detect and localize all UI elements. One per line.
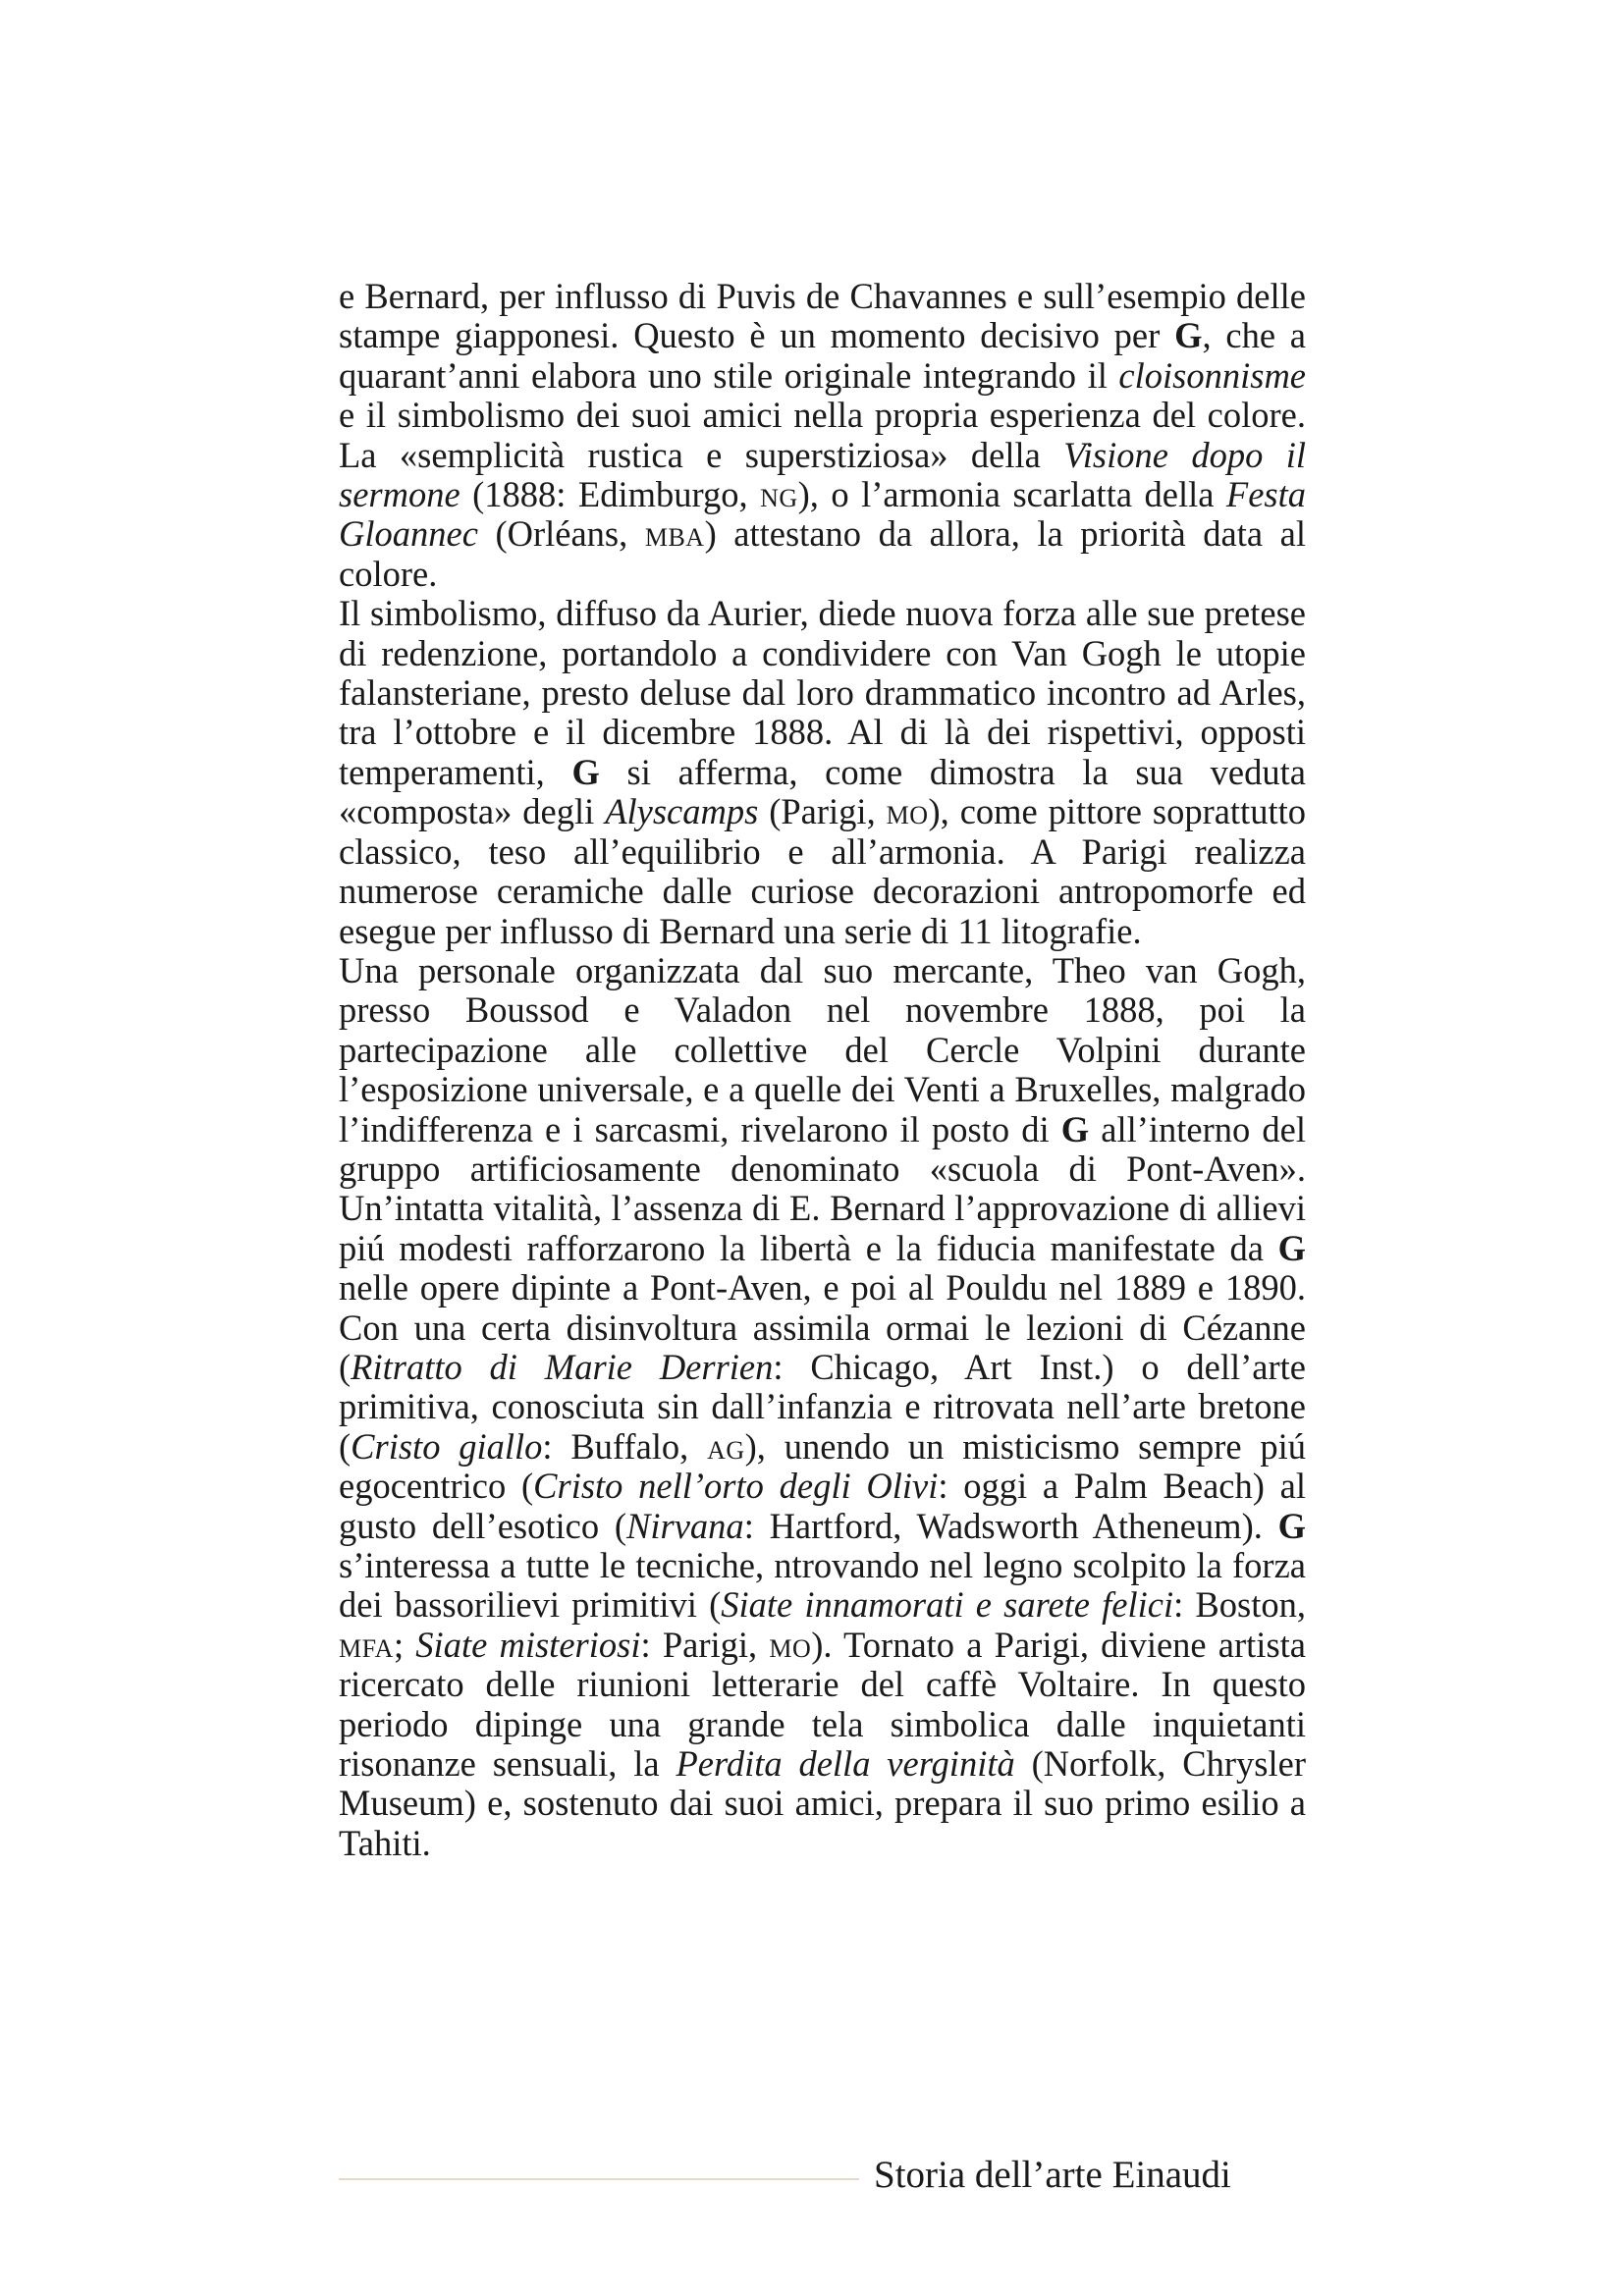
text-run: G [1277,1505,1306,1546]
text-run: : oggi a Palm Beach) al gusto dell’esotico ( [339,1466,1306,1546]
text-run: e Bernard, per influsso di Puvis de Chavannes e sull’esempio delle stampe giapponesi. Questo è un momento decisivo per [339,276,1306,356]
text-run: Ritratto di Marie Derrien [351,1346,774,1387]
text-run: Festa Gloannec [339,474,1306,555]
page-body [339,277,1306,1863]
text-run: (1888: Edimburgo, [460,474,761,515]
text-run: si afferma, come dimostra la sua veduta «composta» degli [339,751,1306,832]
paragraph-1 [339,277,1306,594]
text-run: Cristo nell’orto degli Olivi [533,1466,939,1507]
paragraph-2 [339,594,1306,951]
footer-divider [339,2178,859,2180]
text-run: e il simbolismo dei suoi amici nella propria esperienza del colore. La «semplicità rustica e superstiziosa» della [339,395,1306,475]
text-run: ), unendo un misticismo sempre piú egocentrico ( [339,1425,1307,1507]
text-run: Cristo giallo [351,1425,543,1467]
text-run: G [1060,1108,1090,1149]
footer-publication-title: Storia dell’arte Einaudi [874,2154,1231,2196]
text-run: ng [760,474,798,515]
text-run: ag [707,1425,745,1467]
text-run: G [571,751,600,792]
text-run: Il simbolismo, diffuso da Aurier, diede nuova forza alle sue pretese di redenzione, portandolo a condividere con Van Gogh le utopie falansteriane, presto deluse dal loro drammatico incontro ad Arles, tra l’ottobre e il dicembre 1888. Al di là dei rispettivi, opposti temperamenti, [339,593,1306,792]
text-run: (Norfolk, Chrysler Museum) e, sostenuto dai suoi amici, prepara il suo primo esilio a Tahiti. [339,1743,1306,1863]
text-run: Nirvana [626,1505,744,1546]
text-run: ; [393,1624,416,1665]
text-run: mba [644,513,705,555]
text-run: s’interessa a tutte le tecniche, ntrovando nel legno scolpito la forza dei bassorilievi primitivi ( [339,1545,1306,1626]
text-run: Siate misteriosi [415,1624,641,1665]
text-run: , che a quarant’anni elabora uno stile originale integrando il [339,315,1306,396]
text-run: mfa [339,1624,394,1665]
text-run: (Orléans, [477,513,645,555]
text-run: nelle opere dipinte a Pont-Aven, e poi al Pouldu nel 1889 e 1890. Con una certa disinvoltura assimila ormai le lezioni di Cézanne ( [339,1267,1306,1387]
text-run: : Parigi, [640,1624,770,1665]
text-run: ). Tornato a Parigi, diviene artista ricercato delle riunioni letterarie del caffè Voltaire. In questo periodo dipinge una grande tela simbolica dalle inquietanti risonanze sensuali, la [339,1624,1306,1785]
text-run: : Chicago, Art Inst.) o dell’arte primitiva, conosciuta sin dall’infanzia e ritrovata nell’arte bretone ( [339,1346,1306,1467]
text-run: Perdita della verginità [676,1743,1015,1785]
text-run: cloisonnisme [1118,354,1306,396]
text-run: : Boston, [1173,1584,1306,1626]
text-run: mo [886,791,929,832]
text-run: G [1174,315,1203,356]
text-run: : Buffalo, [542,1425,708,1467]
text-run: Una personale organizzata dal suo mercante, Theo van Gogh, presso Boussod e Valadon nel novembre 1888, poi la partecipazione alle collettive del Cercle Volpini durante l’esposizione universale, e a quelle dei Venti a Bruxelles, malgrado l’indifferenza e i sarcasmi, rivelarono il posto di [339,949,1306,1149]
text-run: mo [769,1624,812,1665]
text-run: ), o l’armonia scarlatta della [797,474,1226,515]
text-run: G [1277,1227,1306,1268]
text-run: (Parigi, [758,791,887,832]
text-run: Alyscamps [605,791,759,832]
text-run: : Hartford, Wadsworth Atheneum). [743,1505,1278,1546]
text-run: ), come pittore soprattutto classico, teso all’equilibrio e all’armonia. A Parigi realizza numerose ceramiche dalle curiose decorazioni antropomorfe ed esegue per influsso di Bernard una serie di 11 litografie. [339,791,1306,951]
text-run: all’interno del gruppo artificiosamente denominato «scuola di Pont-Aven». Un’intatta vitalità, l’assenza di E. Bernard l’approvazione di allievi piú modesti rafforzarono la libertà e la fiducia manifestate da [339,1108,1306,1268]
text-run: Visione dopo il sermone [339,434,1306,515]
text-run: Siate innamorati e sarete felici [721,1584,1174,1626]
text-run: ) attestano da allora, la priorità data al colore. [339,513,1306,594]
paragraph-3 [339,951,1306,1863]
